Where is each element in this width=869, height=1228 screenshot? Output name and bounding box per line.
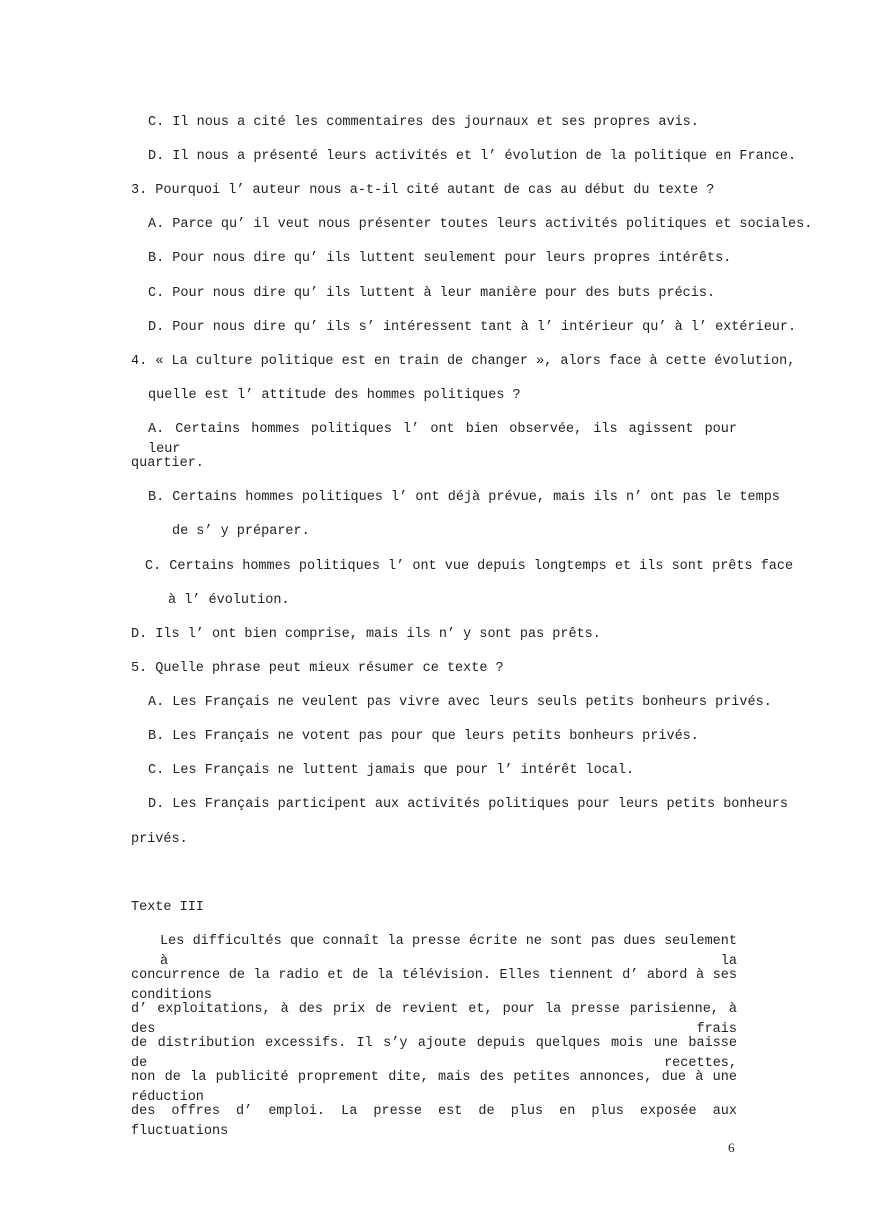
texte3-line-3: d’ exploitations, à des prix de revient et, pour la presse parisienne, à des frais xyxy=(131,1002,737,1037)
q4-option-c-line1: C. Certains hommes politiques l’ ont vue depuis longtemps et ils sont prêts face xyxy=(145,559,794,574)
q5-question: 5. Quelle phrase peut mieux résumer ce texte ? xyxy=(131,661,504,676)
page-number: 6 xyxy=(728,1140,735,1155)
q5-option-d-line1: D. Les Français participent aux activités politiques pour leurs petits bonheurs xyxy=(148,797,789,812)
q4-option-a-line2: quartier. xyxy=(131,456,204,471)
q3-option-a: A. Parce qu’ il veut nous présenter toutes leurs activités politiques et sociales. xyxy=(148,217,813,232)
q3-option-b: B. Pour nous dire qu’ ils luttent seulement pour leurs propres intérêts. xyxy=(148,251,732,266)
q2-option-c: C. Il nous a cité les commentaires des journaux et ses propres avis. xyxy=(148,115,699,130)
texte3-line-1: Les difficultés que connaît la presse écrite ne sont pas dues seulement à la xyxy=(160,934,737,969)
q3-option-d: D. Pour nous dire qu’ ils s’ intéressent tant à l’ intérieur qu’ à l’ extérieur. xyxy=(148,320,797,335)
q5-option-d-line2: privés. xyxy=(131,832,188,847)
q5-option-a: A. Les Français ne veulent pas vivre avec leurs seuls petits bonheurs privés. xyxy=(148,695,772,710)
texte3-line-5: non de la publicité proprement dite, mais des petites annonces, due à une réduction xyxy=(131,1070,737,1105)
q4-option-b-line1: B. Certains hommes politiques l’ ont déjà prévue, mais ils n’ ont pas le temps xyxy=(148,490,780,505)
q2-option-d: D. Il nous a présenté leurs activités et l’ évolution de la politique en France. xyxy=(148,149,797,164)
texte3-line-2: concurrence de la radio et de la télévision. Elles tiennent d’ abord à ses conditions xyxy=(131,968,737,1003)
texte3-line-6: des offres d’ emploi. La presse est de plus en plus exposée aux fluctuations xyxy=(131,1104,737,1139)
q4-option-a-line1: A. Certains hommes politiques l’ ont bien observée, ils agissent pour leur xyxy=(148,422,737,457)
q4-option-b-line2: de s’ y préparer. xyxy=(172,524,310,539)
q4-question-line1: 4. « La culture politique est en train de changer », alors face à cette évolution, xyxy=(131,354,796,369)
q5-option-b: B. Les Français ne votent pas pour que leurs petits bonheurs privés. xyxy=(148,729,699,744)
texte3-heading: Texte III xyxy=(131,900,204,915)
q4-option-c-line2: à l’ évolution. xyxy=(168,593,290,608)
texte3-line-4: de distribution excessifs. Il s’y ajoute depuis quelques mois une baisse de recettes, xyxy=(131,1036,737,1071)
q3-question: 3. Pourquoi l’ auteur nous a-t-il cité autant de cas au début du texte ? xyxy=(131,183,715,198)
q4-option-d: D. Ils l’ ont bien comprise, mais ils n’ y sont pas prêts. xyxy=(131,627,601,642)
q5-option-c: C. Les Français ne luttent jamais que pour l’ intérêt local. xyxy=(148,763,635,778)
q3-option-c: C. Pour nous dire qu’ ils luttent à leur manière pour des buts précis. xyxy=(148,286,716,301)
q4-question-line2: quelle est l’ attitude des hommes politiques ? xyxy=(148,388,521,403)
